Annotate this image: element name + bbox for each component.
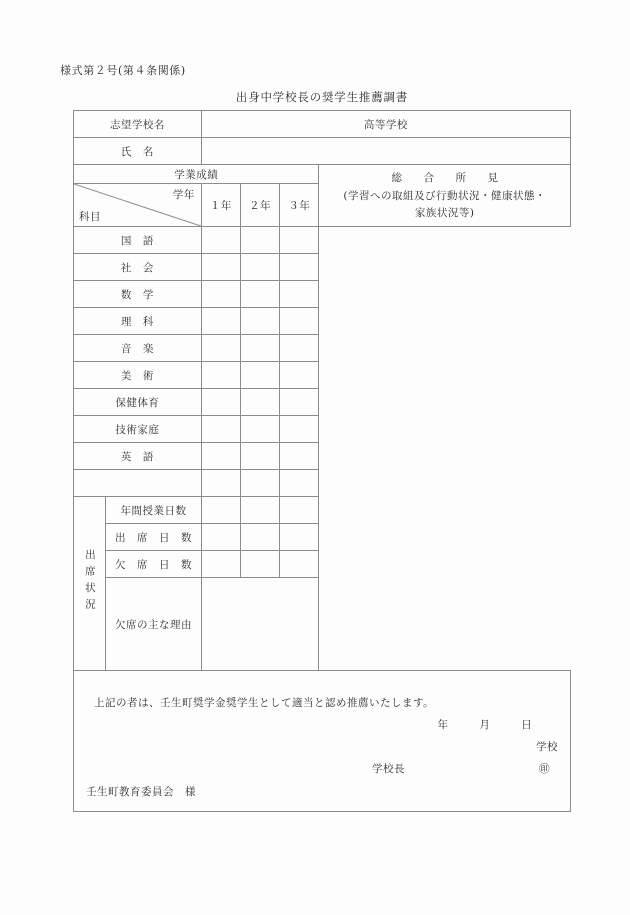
subject-grade-cell[interactable]: [240, 470, 279, 497]
subject-label: 技術家庭: [74, 416, 202, 443]
attendance-value-cell[interactable]: [240, 551, 279, 578]
table-row-academic-header: [74, 165, 571, 184]
subject-grade-cell[interactable]: [201, 470, 240, 497]
subject-grade-cell[interactable]: [280, 389, 319, 416]
student-name-label: 氏 名: [74, 138, 202, 165]
subject-grade-cell[interactable]: [201, 335, 240, 362]
subject-grade-cell[interactable]: [280, 281, 319, 308]
subject-grade-cell[interactable]: [280, 362, 319, 389]
subject-grade-cell[interactable]: [240, 335, 279, 362]
subject-label: 保健体育: [74, 389, 202, 416]
attendance-value-cell[interactable]: [240, 497, 279, 524]
subject-label: 数 学: [74, 281, 202, 308]
student-name-value[interactable]: [201, 138, 570, 165]
subject-grade-cell[interactable]: [280, 227, 319, 254]
grade-column-header-1: １年: [201, 184, 240, 227]
table-row-name: [74, 138, 571, 165]
principal-label: 学校長: [372, 763, 405, 775]
subject-grade-cell[interactable]: [280, 416, 319, 443]
subject-grade-cell[interactable]: [240, 416, 279, 443]
subject-grade-cell[interactable]: [280, 443, 319, 470]
subject-grade-cell[interactable]: [201, 389, 240, 416]
subject-grade-cell[interactable]: [201, 254, 240, 281]
academic-section-title: 学業成績: [74, 165, 319, 184]
recommendation-statement: 上記の者は、壬生町奨学金奨学生として適当と認め推薦いたします。: [94, 697, 435, 709]
subject-grade-cell[interactable]: [201, 281, 240, 308]
subject-grade-cell[interactable]: [201, 416, 240, 443]
form-number: 様式第２号(第４条関係): [60, 64, 186, 77]
grade-column-header-2: ２年: [240, 184, 279, 227]
subject-axis-label: 科目: [79, 211, 101, 223]
subject-grade-cell[interactable]: [201, 227, 240, 254]
subject-grade-cell[interactable]: [240, 227, 279, 254]
subject-grade-cell[interactable]: [240, 281, 279, 308]
table-row-footer: [74, 671, 571, 812]
subject-grade-cell[interactable]: [240, 308, 279, 335]
attendance-vertical-text: 出席状況: [83, 549, 96, 615]
seal-stamp-icon: ㊞: [539, 763, 550, 775]
date-line[interactable]: [424, 717, 546, 732]
absence-reason-label: 欠席の主な理由: [106, 578, 202, 671]
subject-grade-cell[interactable]: [201, 308, 240, 335]
overall-remarks-title: 総 合 所 見: [391, 171, 504, 184]
subject-grade-cell[interactable]: [240, 443, 279, 470]
subject-grade-cell[interactable]: [201, 443, 240, 470]
attendance-value-cell[interactable]: [280, 524, 319, 551]
date-day-label: 日: [521, 719, 533, 731]
attendance-value-cell[interactable]: [201, 524, 240, 551]
subject-grade-diagonal-cell: [74, 184, 202, 227]
subject-label-blank[interactable]: [74, 470, 202, 497]
overall-remarks-body[interactable]: [319, 227, 571, 671]
subject-grade-cell[interactable]: [280, 308, 319, 335]
attendance-value-cell[interactable]: [201, 497, 240, 524]
overall-remarks-note-line1: (学習への取組及び行動状況・健康状態・: [343, 189, 547, 202]
subject-grade-cell[interactable]: [240, 362, 279, 389]
table-row-subject: [74, 227, 571, 254]
desired-school-label: 志望学校名: [74, 111, 202, 138]
grade-axis-label: 学年: [172, 189, 195, 201]
attendance-value-cell[interactable]: [201, 551, 240, 578]
subject-label: 国 語: [74, 227, 202, 254]
attendance-row-label: 出 席 日 数: [106, 524, 202, 551]
absence-reason-value[interactable]: [201, 578, 319, 671]
school-name-label: 学校: [536, 741, 558, 753]
subject-label: 理 科: [74, 308, 202, 335]
date-year-label: 年: [437, 719, 449, 731]
date-month-label: 月: [479, 719, 491, 731]
attendance-value-cell[interactable]: [280, 551, 319, 578]
subject-label: 英 語: [74, 443, 202, 470]
recommendation-form-table: [73, 110, 571, 812]
table-row-desired-school: [74, 111, 571, 138]
subject-grade-cell[interactable]: [240, 389, 279, 416]
subject-grade-cell[interactable]: [280, 470, 319, 497]
subject-grade-cell[interactable]: [280, 254, 319, 281]
subject-label: 社 会: [74, 254, 202, 281]
subject-grade-cell[interactable]: [240, 254, 279, 281]
desired-school-value[interactable]: 高等学校: [201, 111, 570, 138]
subject-label: 美 術: [74, 362, 202, 389]
attendance-value-cell[interactable]: [280, 497, 319, 524]
subject-grade-cell[interactable]: [201, 362, 240, 389]
footer-cell: [74, 671, 571, 812]
overall-remarks-note-line2: 家族状況等): [414, 206, 475, 219]
addressee-label: 壬生町教育委員会 様: [86, 786, 196, 798]
attendance-value-cell[interactable]: [240, 524, 279, 551]
overall-remarks-cell[interactable]: [319, 165, 571, 227]
document-title: 出身中学校長の奨学生推薦調書: [235, 90, 409, 104]
attendance-row-label: 年間授業日数: [106, 497, 202, 524]
subject-grade-cell[interactable]: [280, 335, 319, 362]
grade-column-header-3: ３年: [280, 184, 319, 227]
attendance-section-vertical-label: [74, 497, 106, 671]
subject-label: 音 楽: [74, 335, 202, 362]
attendance-row-label: 欠 席 日 数: [106, 551, 202, 578]
